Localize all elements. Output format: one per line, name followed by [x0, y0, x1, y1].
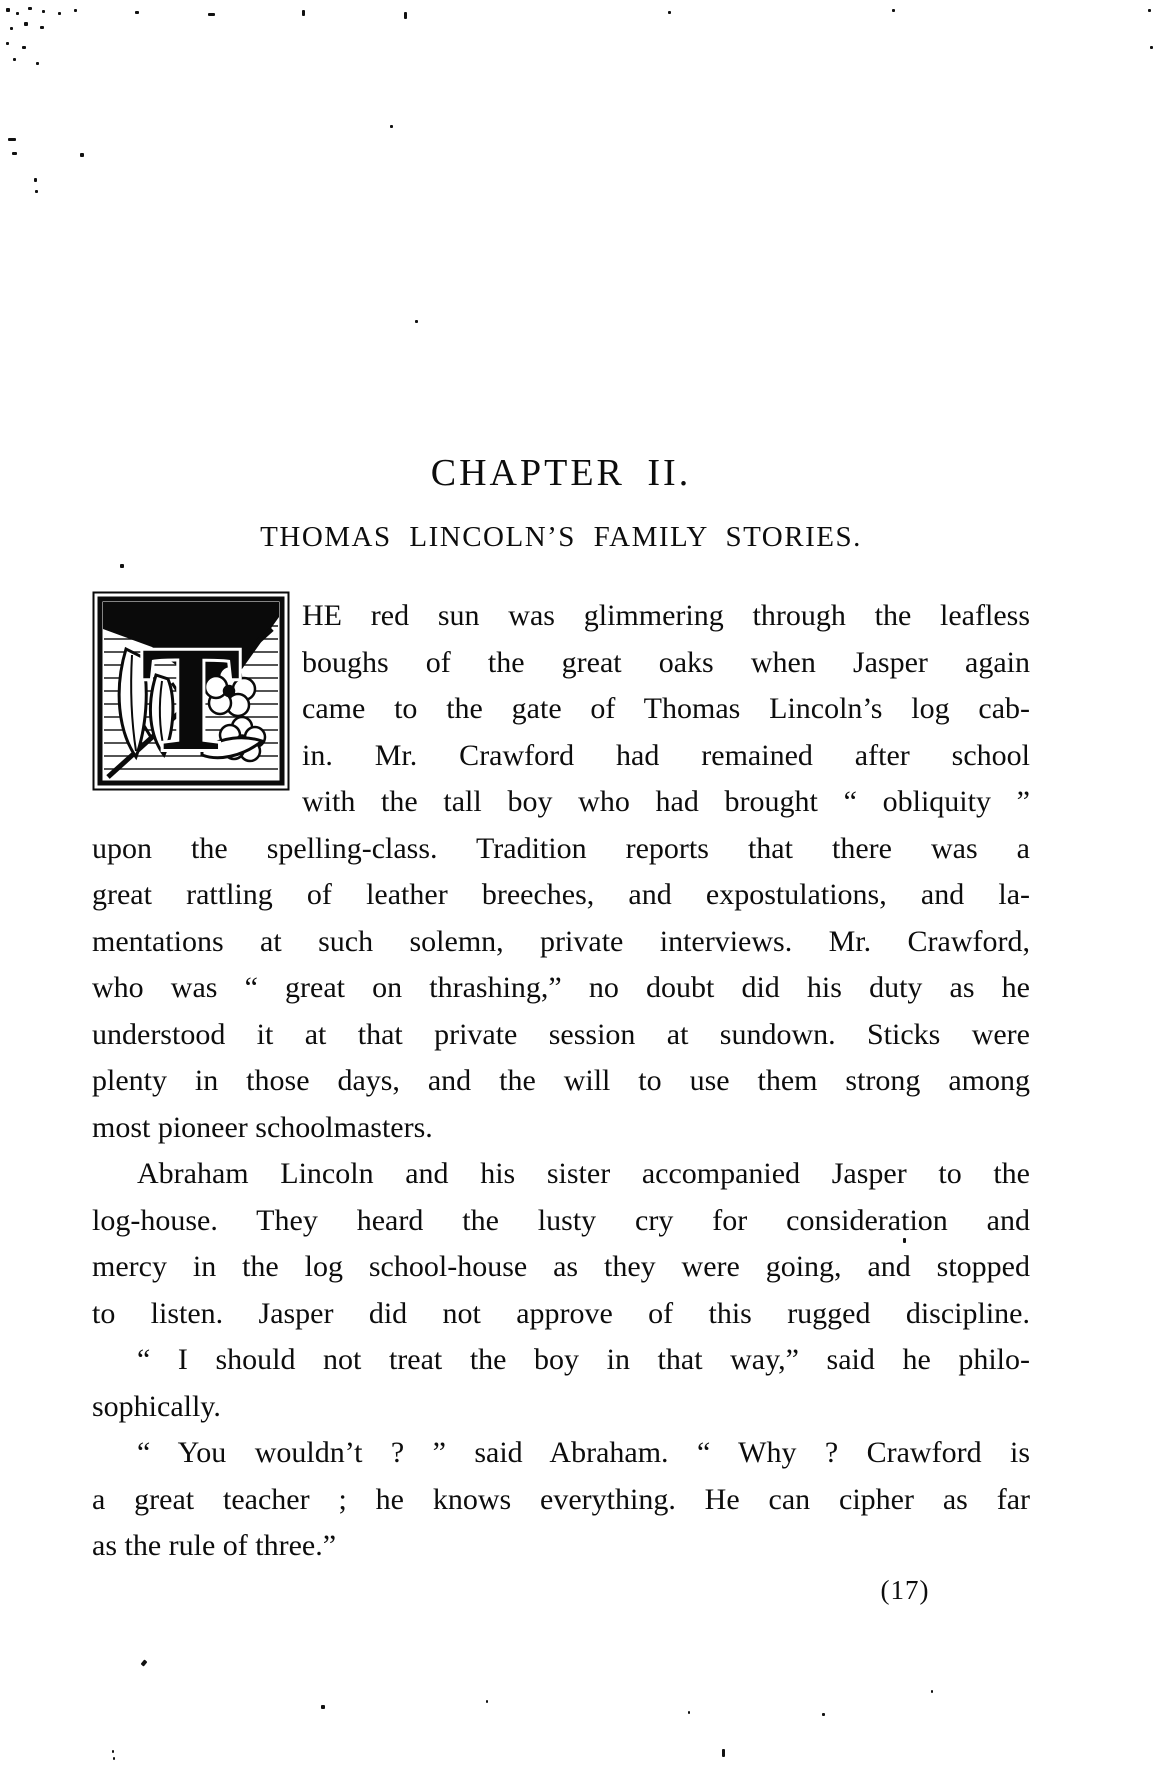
text-line: boughs of the great oaks when Jasper again [302, 645, 1030, 679]
text-line: HE red sun was glimmering through the leafless [302, 599, 1030, 632]
paragraph-1 [92, 593, 1030, 1151]
chapter-heading: CHAPTER II. [430, 452, 692, 494]
body-text [92, 593, 1030, 1570]
drop-cap-initial-t [92, 591, 290, 791]
text-line: Abraham Lincoln and his sister accompanied Jasper to the [137, 1157, 1030, 1190]
text-line: upon the spelling-class. Tradition reports that there was a [92, 831, 1030, 865]
text-line: log-house. They heard the lusty cry for consideration and [92, 1203, 1030, 1237]
paragraph-2 [92, 1151, 1030, 1337]
text-line: in. Mr. Crawford had remained after school [302, 738, 1030, 772]
chapter-subtitle: THOMAS LINCOLN’S FAMILY STORIES. [260, 521, 862, 553]
text-line: understood it at that private session at sundown. Sticks were [92, 1017, 1030, 1051]
text-line: mentations at such solemn, private interviews. Mr. Crawford, [92, 924, 1030, 958]
text-line: plenty in those days, and the will to use them strong among [92, 1064, 1030, 1097]
paragraph-3 [92, 1337, 1030, 1430]
paragraph-4 [92, 1430, 1030, 1570]
text-line: great rattling of leather breeches, and expostulations, and la- [92, 878, 1030, 911]
text-line: most pioneer schoolmasters. [92, 1110, 433, 1144]
text-line: mercy in the log school-house as they were going, and stopped [92, 1250, 1030, 1283]
text-line: a great teacher ; he knows everything. He can cipher as far [92, 1482, 1030, 1516]
text-line: sophically. [92, 1389, 221, 1423]
text-line: “ I should not treat the boy in that way,” said he philo- [137, 1343, 1030, 1376]
svg-text:T: T [140, 616, 242, 782]
page-number: (17) [880, 1575, 930, 1605]
text-line: who was “ great on thrashing,” no doubt did his duty as he [92, 971, 1030, 1004]
text-line: came to the gate of Thomas Lincoln’s log cab- [302, 692, 1030, 725]
text-line: “ You wouldn’t ? ” said Abraham. “ Why ? Crawford is [137, 1436, 1030, 1469]
text-line: to listen. Jasper did not approve of this rugged discipline. [92, 1296, 1030, 1330]
text-line: as the rule of three.” [92, 1529, 337, 1562]
text-line: with the tall boy who had brought “ obliquity ” [302, 785, 1030, 818]
